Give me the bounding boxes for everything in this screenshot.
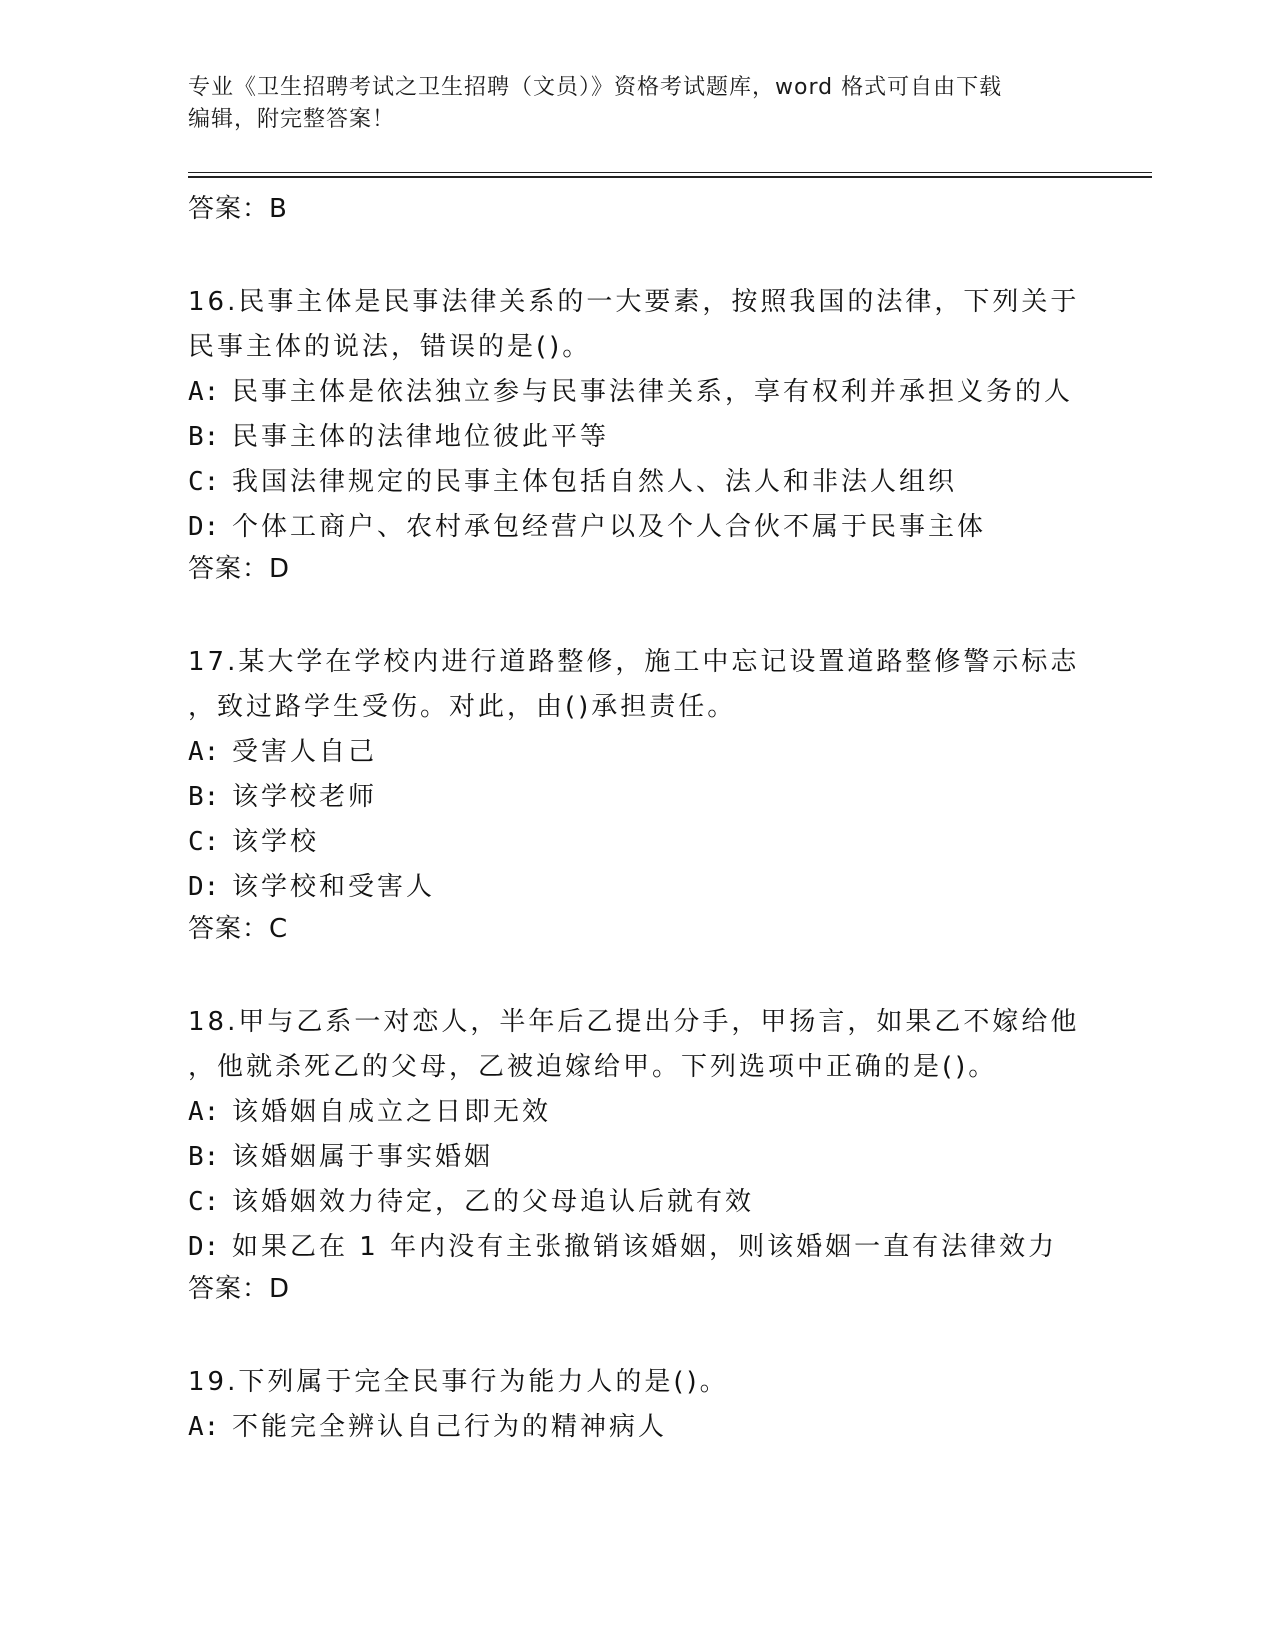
- question-16-stem-line-2: 民事主体的说法，错误的是()。: [188, 332, 592, 362]
- question-17: [188, 640, 1088, 948]
- option-text: 该学校和受害人: [232, 872, 436, 902]
- answer-17: 答案：C: [188, 914, 289, 944]
- question-18-stem-line-2: ，他就杀死乙的父母，乙被迫嫁给甲。下列选项中正确的是()。: [188, 1052, 998, 1082]
- option-text: 不能完全辨认自己行为的精神病人: [232, 1412, 668, 1442]
- option-text: 个体工商户、农村承包经营户以及个人合伙不属于民事主体: [232, 512, 987, 542]
- option-key: B:: [188, 422, 220, 452]
- question-18: [188, 1000, 1088, 1308]
- question-18-stem-line-1: 18.甲与乙系一对恋人，半年后乙提出分手，甲扬言，如果乙不嫁给他: [188, 1007, 1080, 1037]
- question-17-option-b: [188, 775, 1088, 820]
- question-18-option-b: [188, 1135, 1088, 1180]
- option-key: A:: [188, 1097, 220, 1127]
- option-text: 如果乙在 1 年内没有主张撤销该婚姻，则该婚姻一直有法律效力: [232, 1232, 1058, 1262]
- option-key: D:: [188, 872, 220, 902]
- option-text: 该婚姻效力待定，乙的父母追认后就有效: [232, 1187, 755, 1217]
- question-17-option-a: [188, 730, 1088, 775]
- option-text: 该学校老师: [232, 782, 378, 812]
- option-text: 受害人自己: [232, 737, 378, 767]
- option-key: A:: [188, 1412, 220, 1442]
- question-18-option-d: [188, 1225, 1088, 1270]
- option-key: C:: [188, 827, 220, 857]
- document-header: [188, 72, 1068, 136]
- answer-16: 答案：D: [188, 554, 291, 584]
- question-16: [188, 280, 1088, 588]
- option-key: A:: [188, 377, 220, 407]
- question-19-stem-line-1: 19.下列属于完全民事行为能力人的是()。: [188, 1367, 729, 1397]
- header-divider-thin: [188, 172, 1152, 173]
- answer-18: 答案：D: [188, 1274, 291, 1304]
- question-16-option-a: [188, 370, 1088, 415]
- answer-15: 答案：B: [188, 194, 288, 224]
- header-line-1: 专业《卫生招聘考试之卫生招聘（文员）》资格考试题库，word 格式可自由下载: [188, 75, 1003, 100]
- option-text: 该婚姻属于事实婚姻: [232, 1142, 494, 1172]
- option-key: D:: [188, 1232, 220, 1262]
- option-key: C:: [188, 1187, 220, 1217]
- option-key: C:: [188, 467, 220, 497]
- question-17-stem-line-2: ，致过路学生受伤。对此，由()承担责任。: [188, 692, 737, 722]
- option-key: D:: [188, 512, 220, 542]
- question-16-option-b: [188, 415, 1088, 460]
- option-key: B:: [188, 782, 220, 812]
- question-18-option-c: [188, 1180, 1088, 1225]
- option-text: 我国法律规定的民事主体包括自然人、法人和非法人组织: [232, 467, 958, 497]
- option-key: B:: [188, 1142, 220, 1172]
- option-text: 该婚姻自成立之日即无效: [232, 1097, 552, 1127]
- question-17-option-c: [188, 820, 1088, 865]
- question-17-option-d: [188, 865, 1088, 910]
- question-16-option-c: [188, 460, 1088, 505]
- question-16-stem-line-1: 16.民事主体是民事法律关系的一大要素，按照我国的法律，下列关于: [188, 287, 1080, 317]
- header-line-2: 编辑，附完整答案！: [188, 107, 396, 132]
- option-text: 民事主体是依法独立参与民事法律关系，享有权利并承担义务的人: [232, 377, 1074, 407]
- question-16-option-d: [188, 505, 1088, 550]
- option-text: 该学校: [232, 827, 320, 857]
- header-divider-thick: [188, 176, 1152, 178]
- question-17-stem-line-1: 17.某大学在学校内进行道路整修，施工中忘记设置道路整修警示标志: [188, 647, 1080, 677]
- question-19-option-a: [188, 1405, 1088, 1450]
- question-list: [188, 190, 1088, 1450]
- option-text: 民事主体的法律地位彼此平等: [232, 422, 610, 452]
- option-key: A:: [188, 737, 220, 767]
- question-19: [188, 1360, 1088, 1450]
- question-18-option-a: [188, 1090, 1088, 1135]
